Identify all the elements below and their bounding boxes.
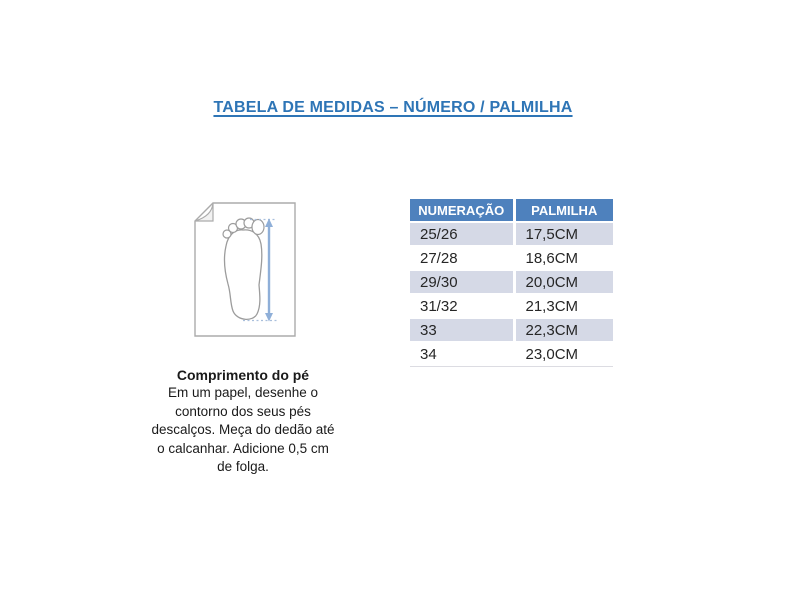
caption-line: Em um papel, desenhe o: [167, 385, 319, 401]
caption-line: de folga.: [217, 459, 269, 475]
caption-line: o calcanhar. Adicione 0,5 cm: [157, 440, 329, 456]
table-cell-insole: 21,3CM: [514, 294, 613, 318]
table-cell-insole: 17,5CM: [514, 222, 613, 246]
table-row: [410, 222, 613, 246]
caption-line: contorno dos seus pés: [175, 403, 311, 419]
foot-measurement-illustration: [193, 201, 305, 339]
measurement-instructions: [128, 366, 358, 476]
table-header-numeracao: NUMERAÇÃO: [410, 199, 514, 222]
table-cell-size: 29/30: [410, 270, 514, 294]
table-row: [410, 270, 613, 294]
foot-big-toe: [252, 220, 264, 235]
table-cell-insole: 18,6CM: [514, 246, 613, 270]
size-table-container: [410, 199, 613, 367]
table-row: [410, 246, 613, 270]
table-row: [410, 318, 613, 342]
table-row: [410, 342, 613, 366]
table-row: [410, 294, 613, 318]
table-cell-size: 34: [410, 342, 514, 366]
table-cell-size: 27/28: [410, 246, 514, 270]
table-header-row: [410, 199, 613, 222]
table-cell-size: 31/32: [410, 294, 514, 318]
table-header-palmilha: PALMILHA: [514, 199, 613, 222]
caption-heading: Comprimento do pé: [176, 367, 310, 383]
table-cell-insole: 22,3CM: [514, 318, 613, 342]
table-cell-insole: 23,0CM: [525, 346, 579, 363]
page-title: [0, 99, 786, 117]
size-table: [410, 199, 613, 366]
table-cell-size: 33: [410, 318, 514, 342]
table-cell-insole: 20,0CM: [514, 270, 613, 294]
caption-line: descalços. Meça do dedão até: [151, 422, 335, 438]
page-title-text: TABELA DE MEDIDAS – NÚMERO / PALMILHA: [213, 99, 573, 116]
table-cell-size: 25/26: [410, 222, 514, 246]
